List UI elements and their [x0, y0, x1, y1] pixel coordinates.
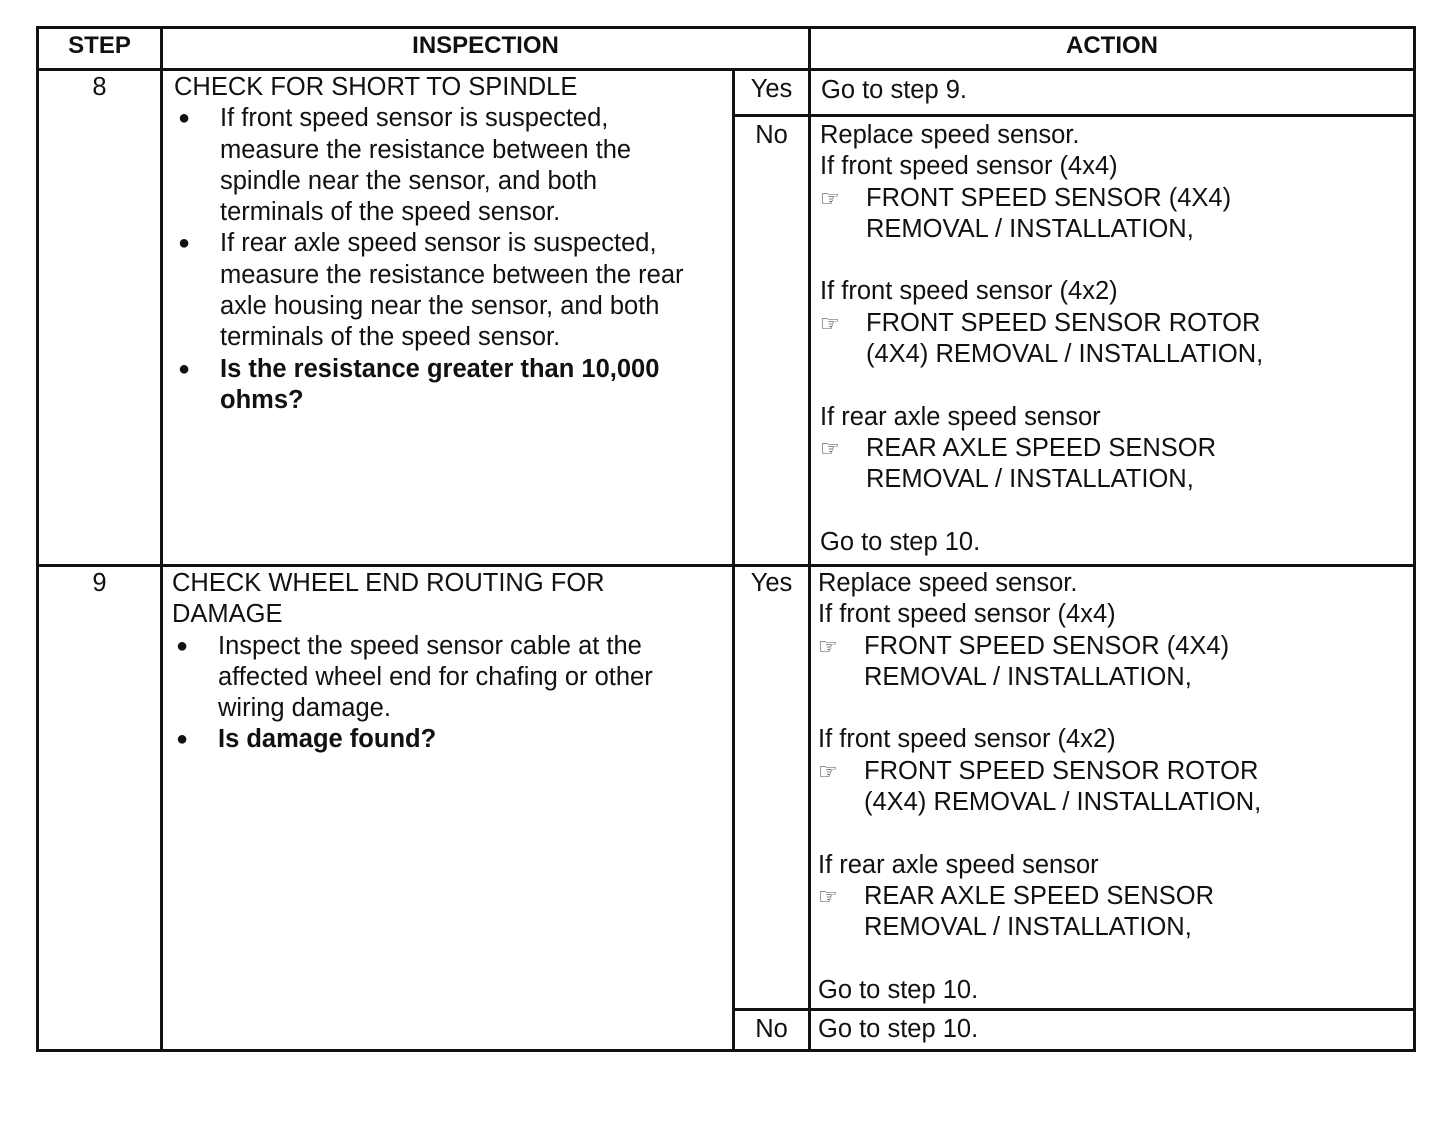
action-condition: If front speed sensor (4x4) — [820, 152, 1118, 181]
action-condition: If rear axle speed sensor — [818, 850, 1099, 879]
action-final: Go to step 10. — [820, 527, 981, 556]
bullet-dot-icon: ● — [178, 357, 191, 380]
bullet-dot-icon: ● — [176, 728, 189, 751]
bullet-dot-icon: ● — [178, 107, 191, 130]
no-action: Go to step 10. — [818, 1015, 979, 1043]
pointing-hand-icon: ☞ — [818, 883, 838, 909]
action-condition: If front speed sensor (4x4) — [818, 600, 1116, 629]
inspection-cell — [174, 72, 724, 416]
step-column-divider — [160, 26, 163, 1052]
step-number: 8 — [92, 73, 107, 101]
action-final: Go to step 10. — [818, 975, 979, 1004]
action-condition: If rear axle speed sensor — [820, 402, 1101, 431]
inspection-column-divider — [732, 68, 735, 1052]
no-label: No — [755, 121, 788, 149]
bullet-dot-icon: ● — [176, 634, 189, 657]
table-border-right — [1413, 26, 1416, 1052]
diagnostic-table — [36, 26, 1416, 1052]
pointing-hand-icon: ☞ — [820, 185, 840, 211]
inspection-cell: CHECK WHEEL END ROUTING FOR DAMAGE ● Inspect the speed sensor cable at the affected wheel end for chafing or other wiring damage. ● Is damage found? — [172, 568, 724, 756]
reference-link: ☞ FRONT SPEED SENSOR (4X4) REMOVAL / INSTALLATION, — [820, 183, 1232, 243]
inspection-bullet: ● Inspect the speed sensor cable at the affected wheel end for chafing or other wiring damage. — [176, 631, 653, 723]
yes-label: Yes — [750, 75, 793, 103]
table-border-bottom — [36, 1049, 1416, 1052]
pointing-hand-icon: ☞ — [820, 310, 840, 336]
inspection-question: ● Is damage found? — [172, 724, 724, 755]
no-label: No — [755, 1015, 788, 1043]
bullet-dot-icon: ● — [178, 232, 191, 255]
yes-label: Yes — [750, 569, 793, 597]
row-divider — [36, 564, 1416, 567]
pointing-hand-icon: ☞ — [818, 758, 838, 784]
reference-link: ☞ REAR AXLE SPEED SENSOR REMOVAL / INSTALLATION, — [818, 881, 1215, 942]
answer-column-divider — [808, 26, 811, 1052]
no-action: Replace speed sensor. If front speed sensor (4x4) ☞ FRONT SPEED SENSOR (4X4) REMOVAL / INSTALLATION, If front speed sensor (4x2) ☞ FRONT SPEED SENSOR ROTOR (4X4) REMOVAL / INSTALLATION, If rear axle speed sensor ☞ REAR AXLE SPEED SENSOR REMOVAL / INSTALLATION, Go to step 10. — [820, 120, 1263, 558]
row8-yes-divider — [732, 114, 1416, 117]
header-inspection: INSPECTION — [412, 32, 559, 59]
pointing-hand-icon: ☞ — [820, 435, 840, 461]
action-condition: If front speed sensor (4x2) — [818, 725, 1116, 754]
inspection-bullet: ● If rear axle speed sensor is suspected, measure the resistance between the rear axle housing near the sensor, and both terminals of the speed sensor. — [178, 229, 684, 352]
reference-link: ☞ FRONT SPEED SENSOR ROTOR (4X4) REMOVAL / INSTALLATION, — [818, 756, 1262, 817]
yes-action: Go to step 9. — [821, 76, 968, 104]
row9-yes-divider — [732, 1008, 1416, 1011]
inspection-title: CHECK WHEEL END ROUTING FOR — [172, 569, 605, 597]
header-action: ACTION — [1066, 32, 1158, 59]
pointing-hand-icon: ☞ — [818, 633, 838, 659]
action-condition: If front speed sensor (4x2) — [820, 277, 1118, 306]
inspection-title: CHECK FOR SHORT TO SPINDLE — [174, 73, 578, 101]
header-step: STEP — [68, 32, 131, 59]
reference-link: ☞ FRONT SPEED SENSOR ROTOR (4X4) REMOVAL / INSTALLATION, — [820, 308, 1264, 369]
reference-link: ☞ REAR AXLE SPEED SENSOR REMOVAL / INSTALLATION, — [820, 433, 1217, 494]
inspection-bullet: ● If front speed sensor is suspected, measure the resistance between the spindle near the sensor, and both terminals of the speed sensor. — [178, 104, 632, 227]
header-divider — [36, 68, 1416, 71]
yes-action: Replace speed sensor. If front speed sensor (4x4) ☞ FRONT SPEED SENSOR (4X4) REMOVAL / INSTALLATION, If front speed sensor (4x2) ☞ FRONT SPEED SENSOR ROTOR (4X4) REMOVAL / INSTALLATION, If rear axle speed sensor ☞ REAR AXLE SPEED SENSOR REMOVAL / INSTALLATION, Go to step 10. — [818, 568, 1261, 1006]
inspection-question: ● Is the resistance greater than 10,000 ohms? — [178, 354, 660, 414]
table-border-left — [36, 26, 39, 1052]
step-number: 9 — [92, 569, 107, 597]
reference-link: ☞ FRONT SPEED SENSOR (4X4) REMOVAL / INSTALLATION, — [818, 631, 1230, 691]
